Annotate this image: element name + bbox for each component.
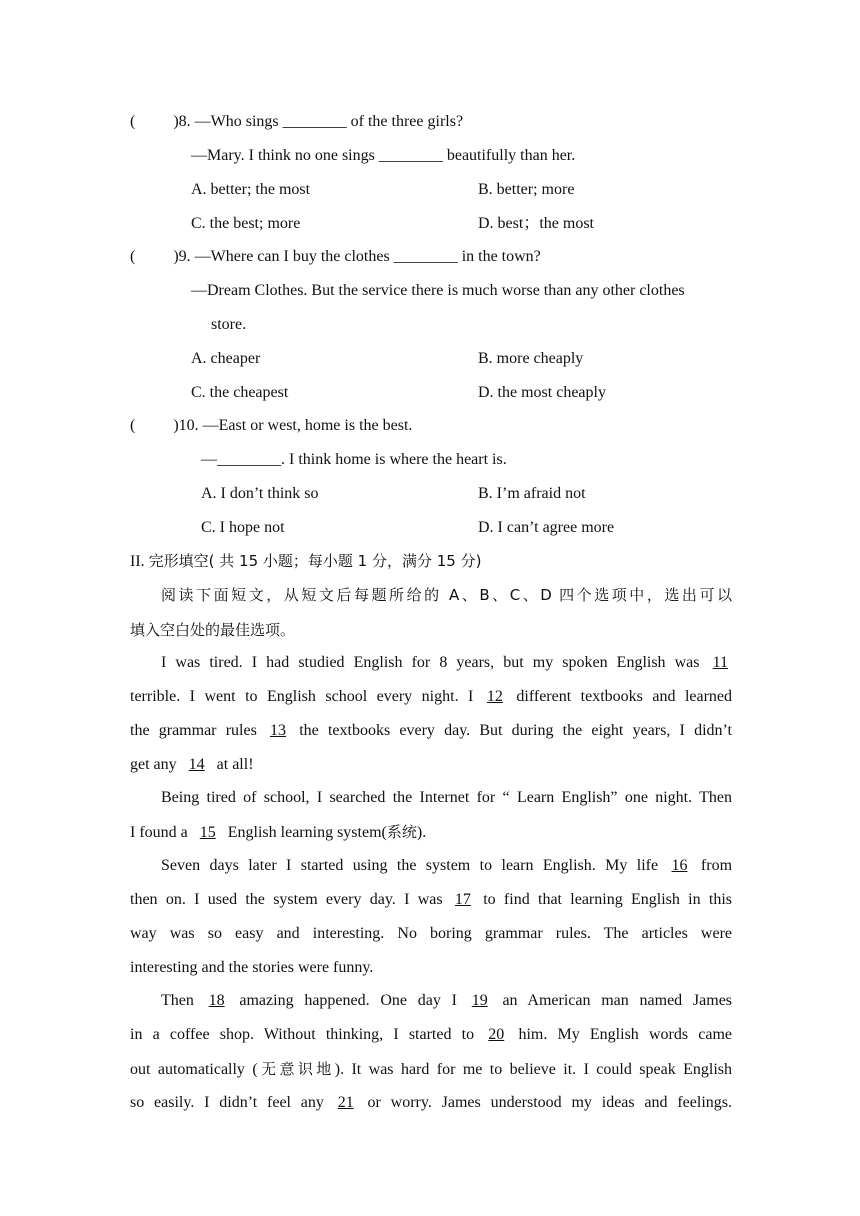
option-b: B. better; more: [478, 181, 575, 198]
answer-paren-close: ): [173, 113, 179, 130]
blank-14[interactable]: 14: [188, 756, 205, 773]
blank-13[interactable]: 13: [270, 722, 286, 739]
option-b: B. I’m afraid not: [478, 485, 586, 502]
option-a: A. cheaper: [191, 350, 261, 367]
question-stem: 9. —Where can I buy the clothes ________ in the town?: [178, 248, 541, 265]
passage-line: in a coffee shop. Without thinking, I started to 20 him. My English words came: [130, 1026, 732, 1043]
passage-line: terrible. I went to English school every night. I 12 different textbooks and learned: [130, 688, 733, 705]
option-d: D. best；the most: [478, 215, 594, 232]
section-number: II.: [130, 553, 145, 570]
option-a: A. I don’t think so: [201, 485, 319, 502]
blank-11[interactable]: 11: [712, 654, 728, 671]
blank-16[interactable]: 16: [671, 857, 688, 874]
option-a: A. better; the most: [191, 181, 311, 198]
blank-19[interactable]: 19: [471, 992, 488, 1009]
blank-17[interactable]: 17: [454, 891, 471, 908]
option-c: C. the best; more: [191, 215, 301, 232]
blank-15[interactable]: 15: [199, 824, 216, 841]
passage-line: Being tired of school, I searched the Internet for “ Learn English” one night. Then: [161, 789, 732, 806]
question-8-reply: —Mary. I think no one sings ________ beautifully than her.: [191, 147, 576, 164]
passage-line: way was so easy and interesting. No boring grammar rules. The articles were: [130, 925, 732, 942]
question-10: [130, 416, 412, 436]
blank-18[interactable]: 18: [208, 992, 225, 1009]
passage-line: I found a 15 English learning system(系统).: [130, 823, 427, 841]
passage-line: interesting and the stories were funny.: [130, 959, 374, 976]
question-10-reply: —________. I think home is where the heart is.: [201, 451, 507, 468]
question-stem: 10. —East or west, home is the best.: [178, 417, 413, 434]
blank-21[interactable]: 21: [337, 1094, 354, 1111]
passage-line: I was tired. I had studied English for 8 years, but my spoken English was 11: [161, 653, 732, 673]
section-title: 完形填空( 共 15 小题；每小题 1 分，满分 15 分): [148, 552, 482, 570]
option-c: C. the cheapest: [191, 384, 289, 401]
question-8: [130, 112, 463, 132]
instruction-line-1: 阅读下面短文，从短文后每题所给的 A、B、C、D 四个选项中，选出可以: [161, 586, 732, 604]
option-d: D. the most cheaply: [478, 384, 606, 401]
question-stem: 8. —Who sings ________ of the three girls?: [178, 113, 464, 130]
answer-paren-close: ): [173, 417, 179, 434]
blank-20[interactable]: 20: [488, 1026, 505, 1043]
option-b: B. more cheaply: [478, 350, 584, 367]
answer-paren-open: (: [130, 113, 136, 130]
answer-paren-close: ): [173, 248, 179, 265]
answer-paren-open: (: [130, 248, 136, 265]
passage-line: so easily. I didn’t feel any 21 or worry. James understood my ideas and feelings.: [130, 1094, 732, 1111]
option-d: D. I can’t agree more: [478, 519, 615, 536]
passage-line: the grammar rules 13 the textbooks every day. But during the eight years, I didn’t: [130, 722, 732, 739]
passage-line: Then 18 amazing happened. One day I 19 an American man named James: [161, 992, 733, 1009]
passage-line: out automatically (无意识地). It was hard for me to believe it. I could speak English: [130, 1060, 732, 1078]
section-heading: [130, 551, 481, 572]
option-c: C. I hope not: [201, 519, 285, 536]
passage-line: get any 14 at all!: [130, 756, 254, 773]
question-9: [130, 247, 541, 267]
question-9-reply: —Dream Clothes. But the service there is much worse than any other clothes: [191, 282, 685, 299]
question-9-reply-cont: store.: [211, 316, 247, 333]
passage-line: then on. I used the system every day. I was 17 to find that learning English in this: [130, 891, 733, 908]
instruction-line-2: 填入空白处的最佳选项。: [130, 621, 296, 639]
answer-paren-open: (: [130, 417, 136, 434]
passage-line: Seven days later I started using the system to learn English. My life 16 from: [161, 857, 733, 874]
blank-12[interactable]: 12: [486, 688, 503, 705]
